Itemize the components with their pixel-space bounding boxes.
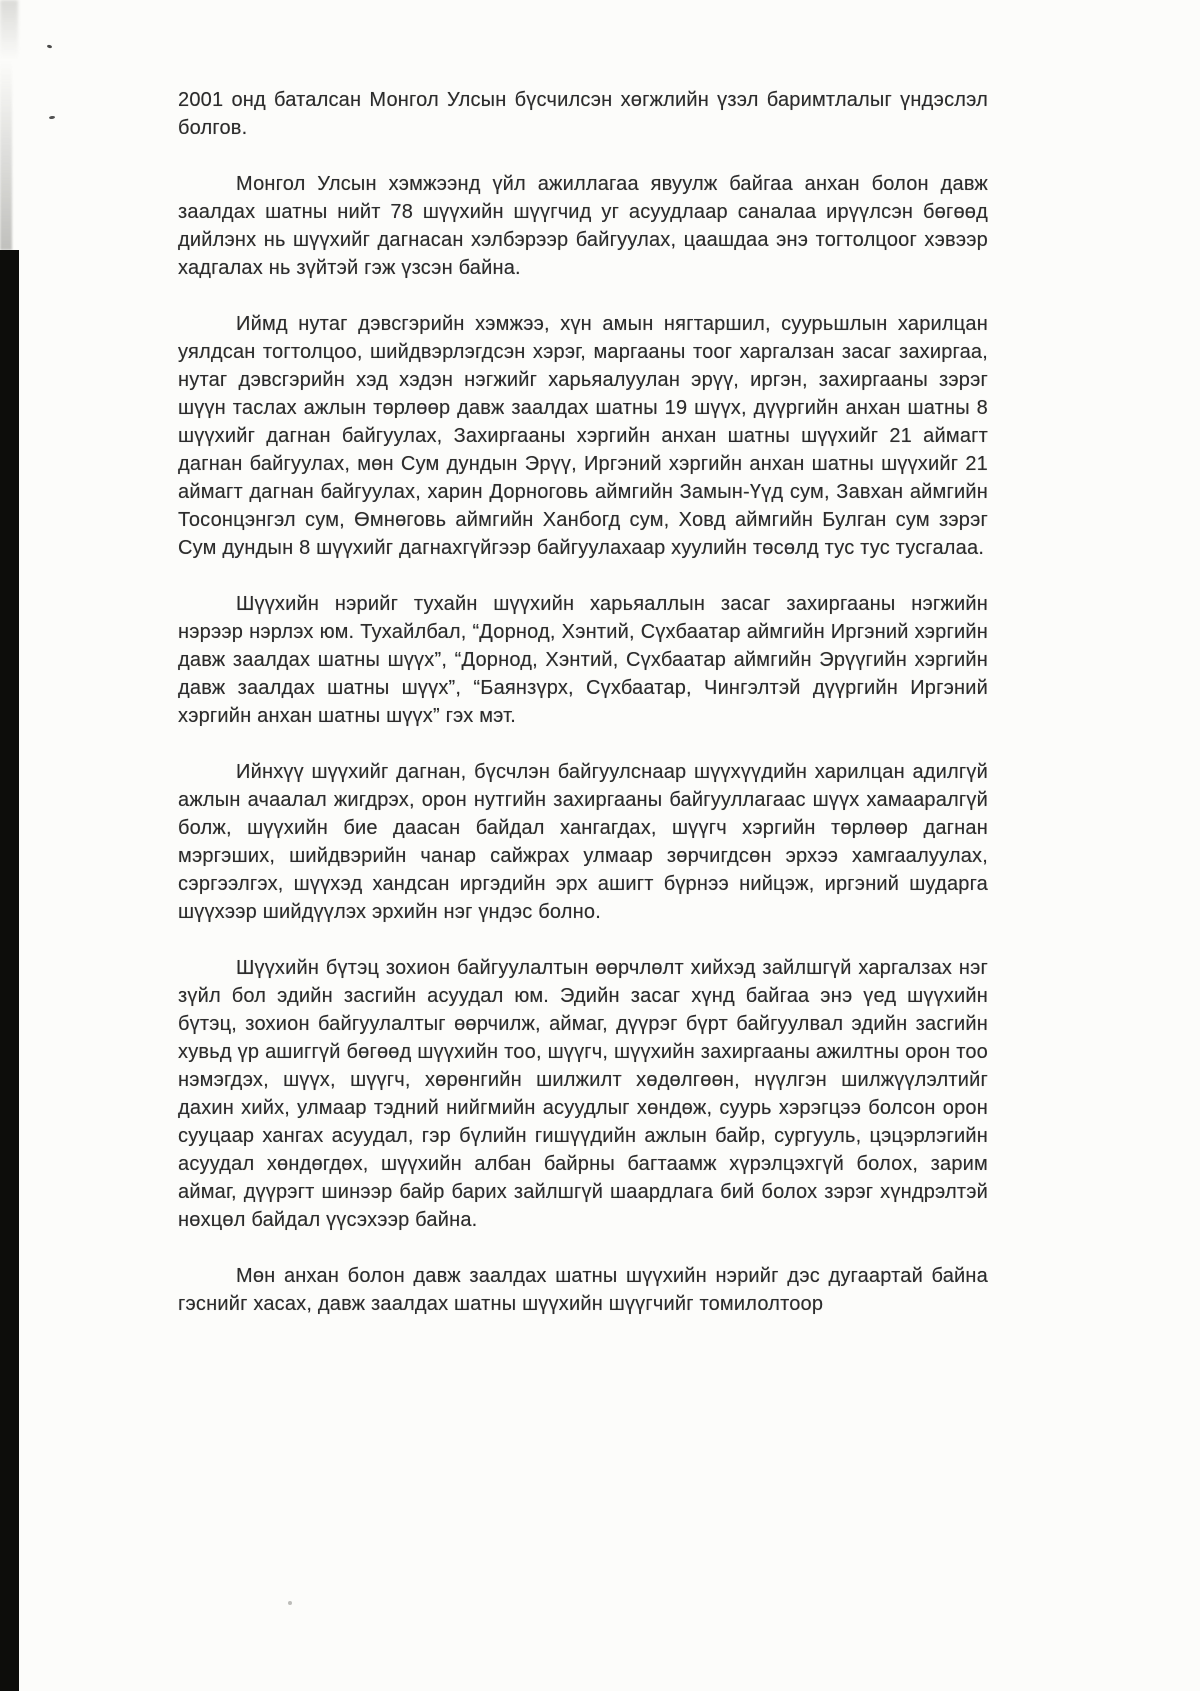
document-body bbox=[178, 86, 988, 1318]
paragraph: Монгол Улсын хэмжээнд үйл ажиллагаа явуулж байгаа анхан болон давж заалдах шатны нийт 78 шүүхийн шүүгчид уг асуудлаар саналаа ирүүлсэн бөгөөд дийлэнх нь шүүхийг дагнасан хэлбэрээр байгуулах, цаашдаа энэ тогтолцоог хэвээр хадгалах нь зүйтэй гэж үзсэн байна. bbox=[178, 173, 988, 279]
paragraph: Мөн анхан болон давж заалдах шатны шүүхийн нэрийг дэс дугаартай байна гэснийг хасах, давж заалдах шатны шүүхийн шүүгчийг томилолтоор bbox=[178, 1265, 988, 1315]
paragraph: Шүүхийн бүтэц зохион байгуулалтын өөрчлөлт хийхэд зайлшгүй харгалзах нэг зүйл бол эдийн засгийн асуудал юм. Эдийн засаг хүнд байгаа энэ үед шүүхийн бүтэц, зохион байгуулалтыг өөрчилж, аймаг, дүүрэг бүрт байгуулвал эдийн засгийн хувьд үр ашиггүй бөгөөд шүүхийн тоо, шүүгч, шүүхийн захиргааны ажилтны орон тоо нэмэгдэх, шүүх, шүүгч, хөрөнгийн шилжилт хөдөлгөөн, нүүлгэн шилжүүлэлтийг дахин хийх, улмаар тэдний нийгмийн асуудлыг хөндөж, суурь хэрэгцээ болсон орон сууцаар хангах асуудал, гэр бүлийн гишүүдийн ажлын байр, сургууль, цэцэрлэгийн асуудал хөндөгдөх, шүүхийн албан байрны багтаамж хүрэлцэхгүй болох, зарим аймаг, дүүрэгт шинээр байр барих зайлшгүй шаардлага бий болох зэрэг хүндрэлтэй нөхцөл байдал үүсэхээр байна. bbox=[178, 957, 988, 1231]
paragraph: 2001 онд баталсан Монгол Улсын бүсчилсэн хөгжлийн үзэл баримтлалыг үндэслэл болгов. bbox=[178, 89, 988, 139]
paragraph: Иймд нутаг дэвсгэрийн хэмжээ, хүн амын нягтаршил, суурьшлын харилцан уялдсан тогтолцоо, шийдвэрлэгдсэн хэрэг, маргааны тоог харгалзан засаг захиргаа, нутаг дэвсгэрийн хэд хэдэн нэгжийг харьяалуулан эрүү, иргэн, захиргааны зэрэг шүүн таслах ажлын төрлөөр давж заалдах шатны 19 шүүх, дүүргийн анхан шатны 8 шүүхийг дагнан байгуулах, Захиргааны хэргийн анхан шатны шүүхийг 21 аймагт дагнан байгуулах, мөн Сум дундын Эрүү, Иргэний хэргийн анхан шатны шүүхийг 21 аймагт дагнан байгуулах, харин Дорноговь аймгийн Замын-Үүд сум, Завхан аймгийн Тосонцэнгэл сум, Өмнөговь аймгийн Ханбогд сум, Ховд аймгийн Булган сум зэрэг Сум дундын 8 шүүхийг дагнахгүйгээр байгуулахаар хуулийн төсөлд тус тус тусгалаа. bbox=[178, 313, 988, 559]
ink-speck bbox=[288, 1601, 292, 1605]
paragraph: Шүүхийн нэрийг тухайн шүүхийн харьяаллын засаг захиргааны нэгжийн нэрээр нэрлэх юм. Тухайлбал, “Дорнод, Хэнтий, Сүхбаатар аймгийн Иргэний хэргийн давж заалдах шатны шүүх”, “Дорнод, Хэнтий, Сүхбаатар аймгийн Эрүүгийн хэргийн давж заалдах шатны шүүх”, “Баянзүрх, Сүхбаатар, Чингэлтэй дүүргийн Иргэний хэргийн анхан шатны шүүх” гэх мэт. bbox=[178, 593, 988, 727]
ink-speck bbox=[49, 116, 55, 120]
paragraph: Ийнхүү шүүхийг дагнан, бүсчлэн байгуулснаар шүүхүүдийн харилцан адилгүй ажлын ачаалал жигдрэх, орон нутгийн захиргааны байгууллагаас шүүх хамааралгүй болж, шүүхийн бие даасан байдал хангагдах, шүүгч хэргийн төрлөөр дагнан мэргэших, шийдвэрийн чанар сайжрах улмаар зөрчигдсөн эрхээ хамгаалуулах, сэргээлгэх, шүүхэд хандсан иргэдийн эрх ашигт бүрнээ нийцэж, иргэний шударга шүүхээр шийдүүлэх эрхийн нэг үндэс болно. bbox=[178, 761, 988, 923]
scan-edge-fade bbox=[0, 60, 12, 250]
scan-edge-bar bbox=[0, 250, 19, 1691]
scan-corner-smudge bbox=[0, 0, 18, 60]
ink-speck bbox=[47, 44, 53, 48]
